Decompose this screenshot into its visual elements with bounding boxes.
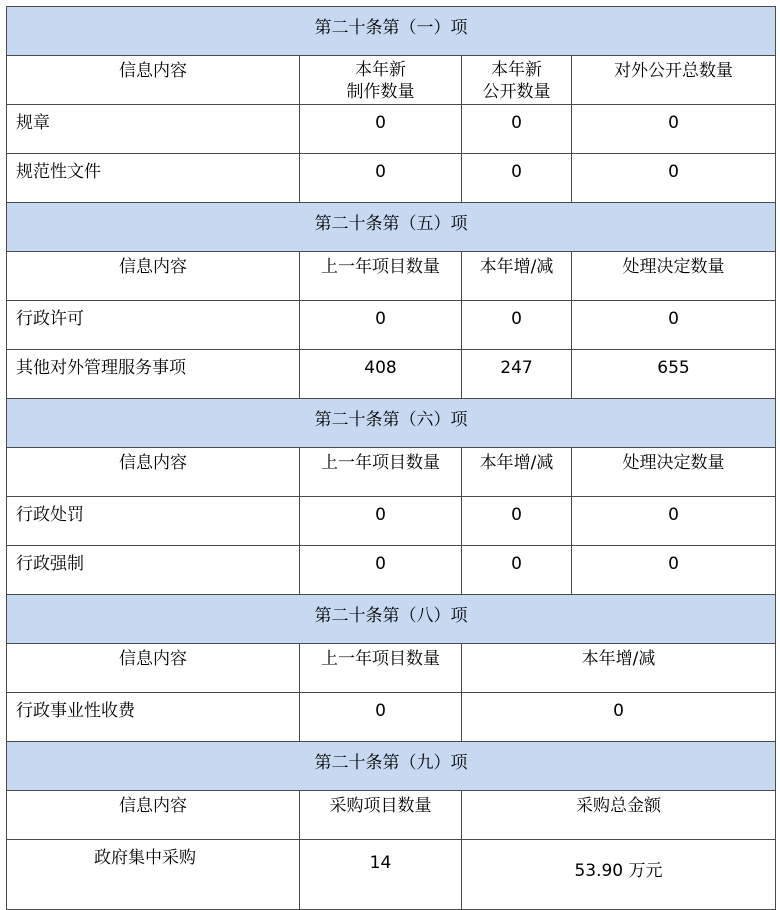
disclosure-table bbox=[6, 6, 776, 910]
section-header bbox=[7, 595, 776, 644]
row-label: 规章 bbox=[7, 105, 300, 154]
column-header: 信息内容 bbox=[7, 56, 300, 105]
cell-value: 408 bbox=[300, 350, 462, 399]
row-label: 政府集中采购 bbox=[7, 840, 300, 910]
cell-value: 247 bbox=[462, 350, 572, 399]
cell-value: 0 bbox=[572, 497, 776, 546]
cell-value: 0 bbox=[300, 693, 462, 742]
column-header-row bbox=[7, 448, 776, 497]
cell-value: 0 bbox=[572, 301, 776, 350]
column-header: 本年新 制作数量 bbox=[300, 56, 462, 105]
column-header: 上一年项目数量 bbox=[300, 644, 462, 693]
section-title: 第二十条第（八）项 bbox=[7, 595, 776, 644]
cell-value: 0 bbox=[300, 105, 462, 154]
cell-value: 0 bbox=[462, 497, 572, 546]
section-header bbox=[7, 203, 776, 252]
column-header: 采购项目数量 bbox=[300, 791, 462, 840]
cell-value: 0 bbox=[462, 693, 776, 742]
row-label: 其他对外管理服务事项 bbox=[7, 350, 300, 399]
column-header: 处理决定数量 bbox=[572, 448, 776, 497]
section-title: 第二十条第（一）项 bbox=[7, 7, 776, 56]
table-row bbox=[7, 693, 776, 742]
column-header: 信息内容 bbox=[7, 252, 300, 301]
cell-value: 0 bbox=[300, 154, 462, 203]
column-header-row bbox=[7, 791, 776, 840]
cell-value: 0 bbox=[462, 301, 572, 350]
column-header: 上一年项目数量 bbox=[300, 448, 462, 497]
column-header-row bbox=[7, 252, 776, 301]
row-label: 行政强制 bbox=[7, 546, 300, 595]
row-label: 规范性文件 bbox=[7, 154, 300, 203]
cell-value: 0 bbox=[572, 546, 776, 595]
column-header: 信息内容 bbox=[7, 448, 300, 497]
section-header bbox=[7, 742, 776, 791]
cell-value: 0 bbox=[462, 546, 572, 595]
section-header bbox=[7, 399, 776, 448]
column-header: 对外公开总数量 bbox=[572, 56, 776, 105]
table-row bbox=[7, 301, 776, 350]
table-row bbox=[7, 105, 776, 154]
section-header bbox=[7, 7, 776, 56]
cell-value: 53.90 万元 bbox=[462, 840, 776, 910]
cell-value: 0 bbox=[572, 105, 776, 154]
table-row bbox=[7, 497, 776, 546]
column-header: 上一年项目数量 bbox=[300, 252, 462, 301]
column-header: 信息内容 bbox=[7, 644, 300, 693]
column-header: 处理决定数量 bbox=[572, 252, 776, 301]
cell-value: 0 bbox=[300, 301, 462, 350]
table-row bbox=[7, 154, 776, 203]
column-header-row bbox=[7, 644, 776, 693]
column-header: 采购总金额 bbox=[462, 791, 776, 840]
row-label: 行政许可 bbox=[7, 301, 300, 350]
table-row bbox=[7, 840, 776, 910]
row-label: 行政处罚 bbox=[7, 497, 300, 546]
section-title: 第二十条第（九）项 bbox=[7, 742, 776, 791]
column-header: 本年新 公开数量 bbox=[462, 56, 572, 105]
cell-value: 655 bbox=[572, 350, 776, 399]
cell-value: 0 bbox=[462, 154, 572, 203]
cell-value: 0 bbox=[572, 154, 776, 203]
cell-value: 0 bbox=[300, 497, 462, 546]
column-header: 本年增/减 bbox=[462, 252, 572, 301]
column-header-row bbox=[7, 56, 776, 105]
cell-value: 0 bbox=[300, 546, 462, 595]
table-row bbox=[7, 546, 776, 595]
section-title: 第二十条第（五）项 bbox=[7, 203, 776, 252]
column-header: 本年增/减 bbox=[462, 644, 776, 693]
column-header: 信息内容 bbox=[7, 791, 300, 840]
table-row bbox=[7, 350, 776, 399]
section-title: 第二十条第（六）项 bbox=[7, 399, 776, 448]
cell-value: 0 bbox=[462, 105, 572, 154]
row-label: 行政事业性收费 bbox=[7, 693, 300, 742]
cell-value: 14 bbox=[300, 840, 462, 910]
column-header: 本年增/减 bbox=[462, 448, 572, 497]
